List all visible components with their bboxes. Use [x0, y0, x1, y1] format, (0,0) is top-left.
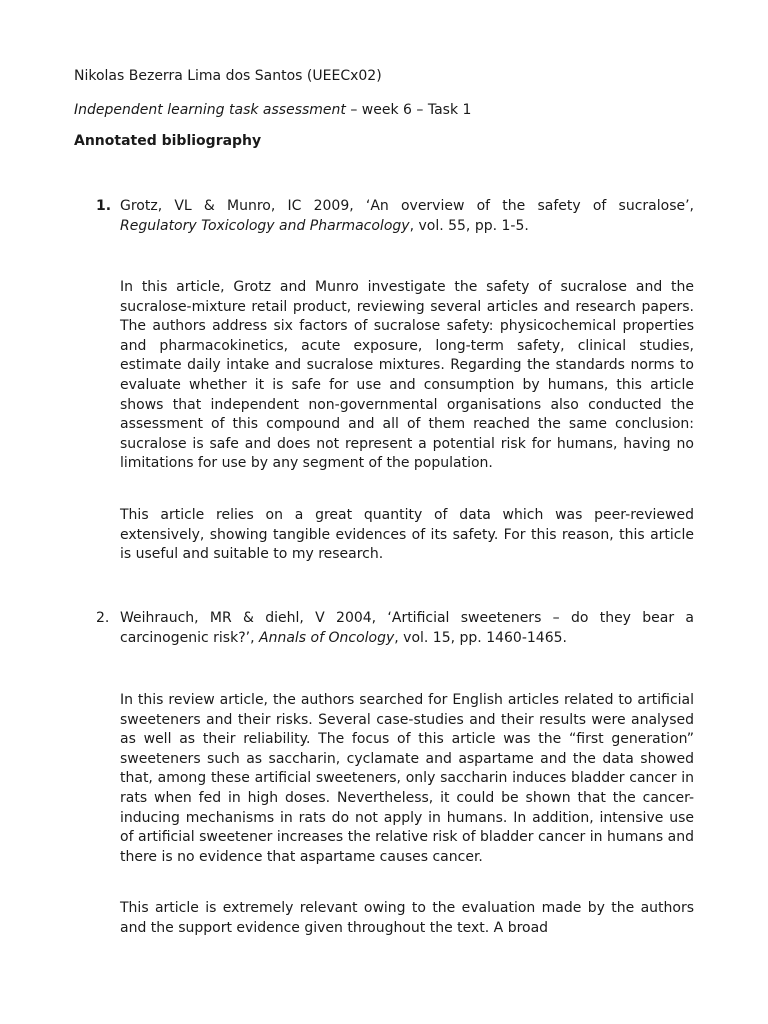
entry-2-evaluation: This article is extremely relevant owing to the evaluation made by the authors and the support evidence given throughout the text. A broad	[120, 900, 694, 936]
entry-2-citation-pre: carcinogenic risk?’,	[120, 630, 259, 646]
assessment-subtitle	[74, 100, 471, 120]
entry-1-number: 1.	[96, 198, 112, 214]
entry-1-citation-line1: Grotz, VL & Munro, IC 2009, ‘An overview of the safety of sucralose’,	[120, 198, 694, 214]
entry-2-citation-rest: , vol. 15, pp. 1460-1465.	[394, 630, 567, 646]
entry-2-number: 2.	[96, 610, 110, 626]
author-line: Nikolas Bezerra Lima dos Santos (UEECx02)	[74, 68, 382, 84]
subtitle-rest: – week 6 – Task 1	[345, 102, 472, 118]
entry-1-evaluation: This article relies on a great quantity of data which was peer-reviewed extensively, showing tangible evidences of its safety. For this reason, this article is useful and suitable to my research.	[120, 507, 694, 563]
entry-1-journal: Regulatory Toxicology and Pharmacology	[120, 218, 410, 234]
entry-1-citation	[120, 196, 694, 236]
document-heading: Annotated bibliography	[74, 133, 262, 149]
subtitle-italic: Independent learning task assessment	[74, 102, 346, 118]
entry-2-citation-line1: Weihrauch, MR & diehl, V 2004, ‘Artificial sweeteners – do they bear a	[120, 610, 694, 626]
entry-2-journal: Annals of Oncology	[259, 630, 395, 646]
entry-2-citation	[120, 608, 694, 648]
entry-1-citation-line2	[120, 216, 694, 236]
entry-1-citation-rest: , vol. 55, pp. 1-5.	[409, 218, 529, 234]
entry-1-summary: In this article, Grotz and Munro investigate the safety of sucralose and the sucralose-mixture retail product, reviewing several articles and research papers. The authors address six factors of sucralose safety: physicochemical properties and pharmacokinetics, acute exposure, long-term safety, clinical studies, estimate daily intake and sucralose mixtures. Regarding the standards norms to evaluate whether it is safe for use and consumption by humans, this article shows that independent non-governmental organisations also conducted the assessment of this compound and all of them reached the same conclusion: sucralose is safe and does not represent a potential risk for humans, having no limitations for use by any segment of the population.	[120, 279, 694, 472]
entry-2-summary: In this review article, the authors searched for English articles related to artificial sweeteners and their risks. Several case-studies and their results were analysed as well as their reliability. The focus of this article was the “first generation” sweeteners such as saccharin, cyclamate and aspartame and the data showed that, among these artificial sweeteners, only saccharin induces bladder cancer in rats when fed in high doses. Nevertheless, it could be shown that the cancer-inducing mechanisms in rats do not apply in humans. In addition, intensive use of artificial sweetener increases the relative risk of bladder cancer in humans and there is no evidence that aspartame causes cancer.	[120, 692, 694, 865]
entry-2-citation-line2	[120, 628, 694, 648]
